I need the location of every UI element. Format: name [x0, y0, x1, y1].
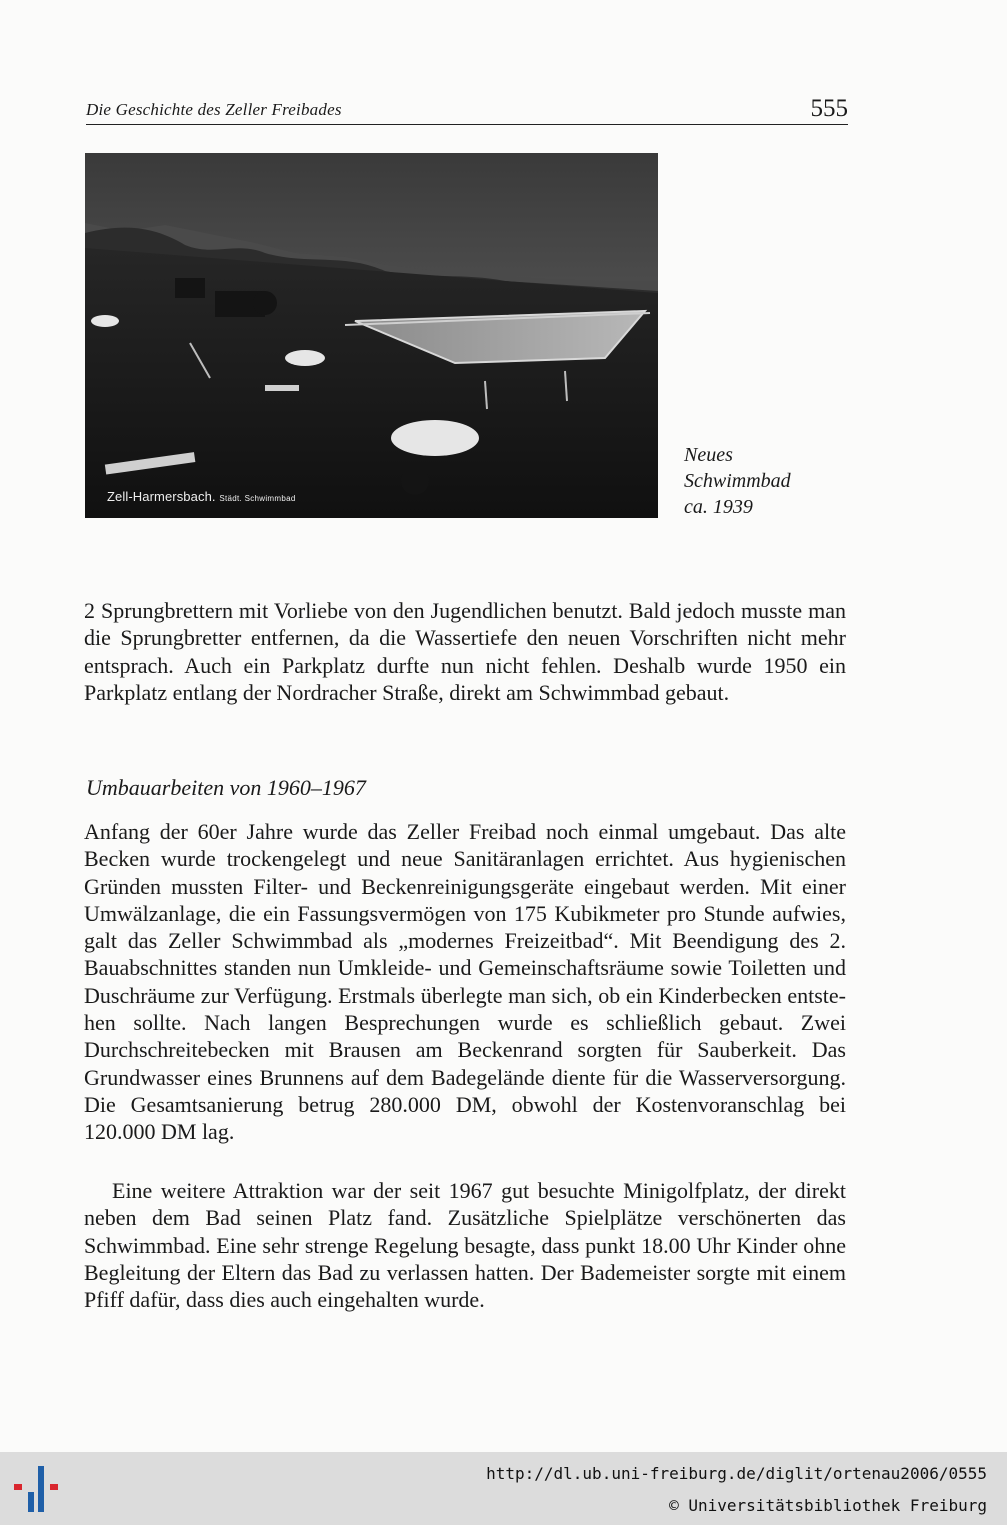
figure-caption-line: Neues [684, 444, 733, 466]
page-number: 555 [810, 95, 848, 122]
figure-caption [684, 442, 791, 520]
footer-bar [0, 1452, 1007, 1525]
swimming-pool-photo [85, 153, 658, 518]
photo-illustration [85, 153, 658, 518]
copyright-notice: © Universitätsbibliothek Freiburg [669, 1496, 987, 1515]
figure-caption-line: Schwimmbad [684, 470, 791, 492]
running-title: Die Geschichte des Zeller Freibades [86, 100, 342, 119]
photo-caption-subtitle: Städt. Schwimmbad [219, 494, 296, 503]
photo-caption [107, 489, 296, 504]
library-logo-icon [10, 1464, 66, 1514]
photo-caption-place: Zell-Harmersbach. [107, 489, 216, 504]
permalink-url[interactable]: http://dl.ub.uni-freiburg.de/diglit/ortenau2006/0555 [486, 1464, 987, 1483]
section-heading: Umbauarbeiten von 1960–1967 [86, 775, 366, 800]
paragraph-1: 2 Sprungbrettern mit Vorliebe von den Jugendlichen benutzt. Bald jedoch musste man die Sprungbretter entfernen, da die Wassertiefe den neuen Vorschriften nicht mehr entsprach. Auch ein Parkplatz durfte nun nicht fehlen. Deshalb wurde 1950 ein Parkplatz entlang der Nordracher Straße, direkt am Schwimmbad gebaut. [84, 598, 846, 705]
paragraph-3: Eine weitere Attraktion war der seit 1967 gut besuchte Minigolfplatz, der direkt neben dem Bad seinen Platz fand. Zusätzliche Spielplätze verschönerten das Schwimmbad. Eine sehr strenge Regelung besagte, dass punkt 18.00 Uhr Kinder ohne Begleitung der Eltern das Bad zu verlassen hatten. Der Bademeister sorgte mit einem Pfiff dafür, dass dies auch eingehalten wurde. [84, 1178, 846, 1313]
running-head [86, 94, 848, 125]
paragraph-2: Anfang der 60er Jahre wurde das Zeller Freibad noch einmal umgebaut. Das alte Becken wurde trockengelegt und neue Sanitäranlagen errichtet. Aus hygienischen Gründen mussten Filter- und Beckenreinigungsgeräte eingebaut werden. Mit einer Umwälzanlage, die ein Fassungsvermögen von 175 Kubikmeter pro Stunde aufwies, galt das Zeller Schwimmbad als „modernes Freizeitbad“. Mit Beendigung des 2. Bauabschnittes standen nun Umkleide- und Gemeinschaftsräume sowie Toiletten und Duschräume zur Verfügung. Erstmals überlegte man sich, ob ein Kinderbecken entstehen sollte. Nach langen Besprechungen wurde es schließlich gebaut. Zwei Durchschreitebecken mit Brausen am Beckenrand sorgten für Sauberkeit. Das Grundwasser eines Brunnens auf dem Badegelände diente für die Wasserversorgung. Die Gesamtsanierung betrug 280.000 DM, obwohl der Kostenvoranschlag bei 120.000 DM lag. [84, 819, 846, 1145]
figure-caption-line: ca. 1939 [684, 496, 753, 518]
